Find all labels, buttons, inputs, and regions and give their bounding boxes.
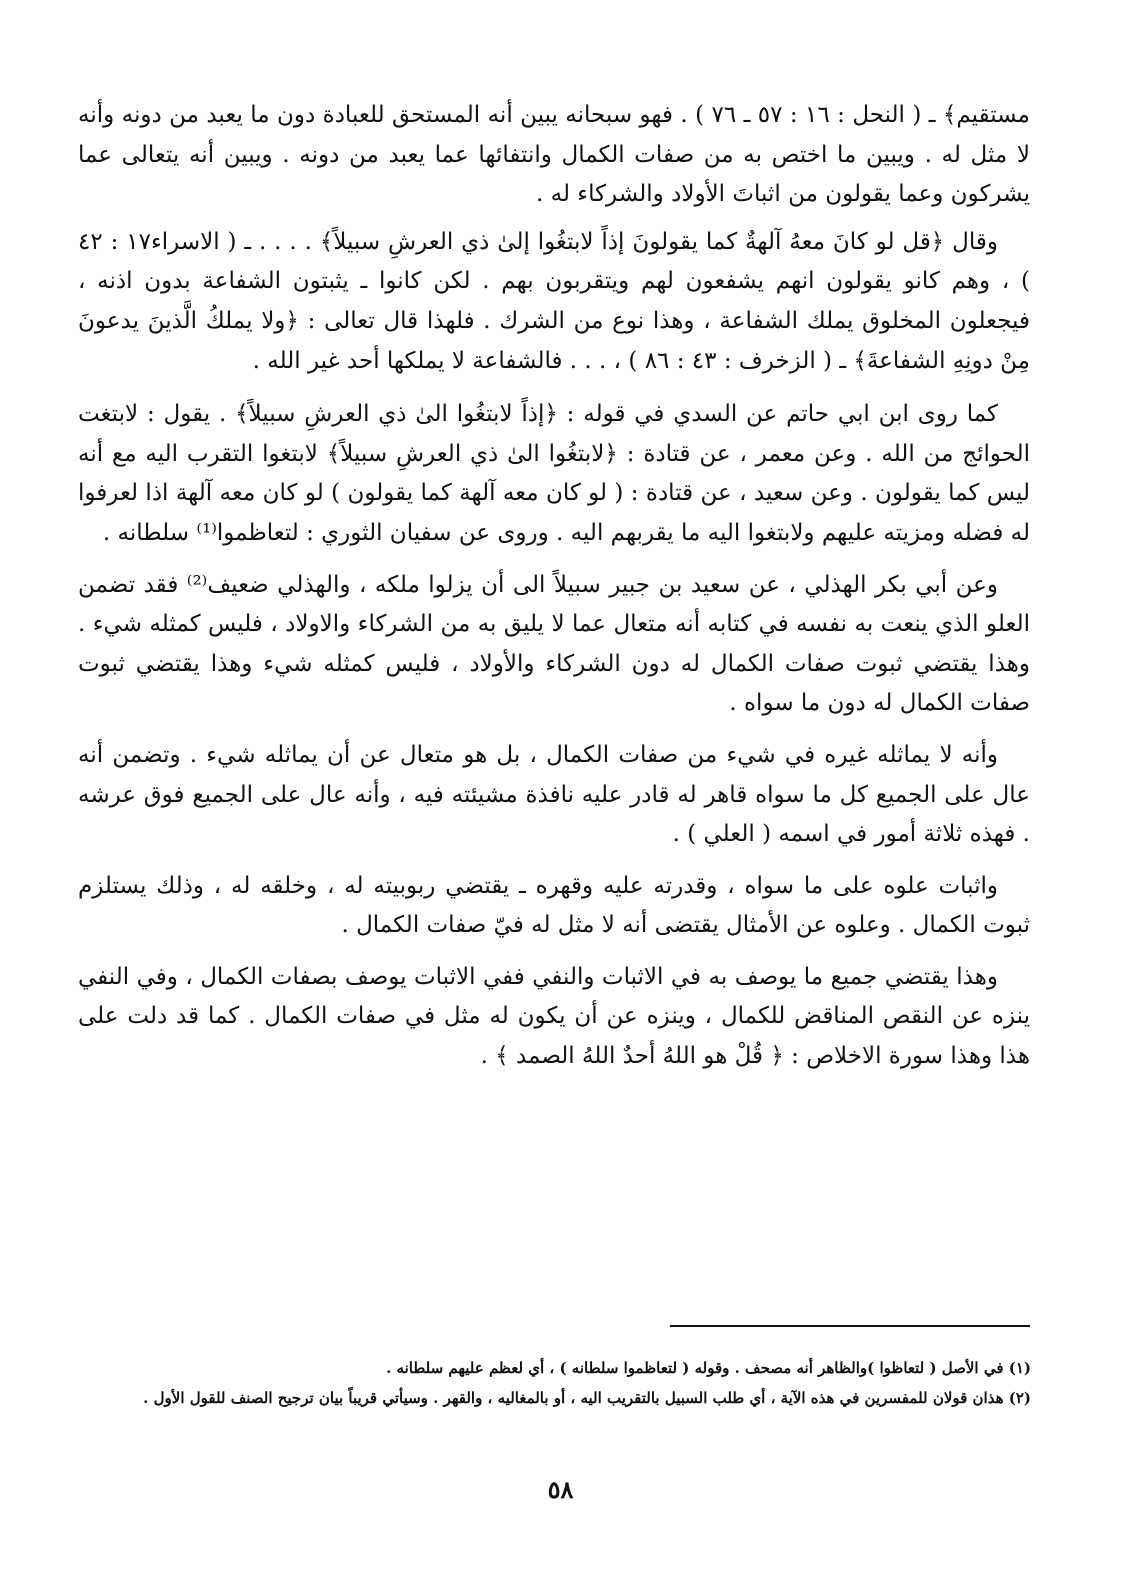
page-number: ٥٨ [547,1475,574,1504]
paragraph-2 [78,223,1030,381]
paragraph-6 [78,867,1030,946]
paragraph-4-text: وعن أبي بكر الهذلي ، عن سعيد بن جبير سبيلاً الى أن يزلوا ملكه ، والهذلي ضعيف⁽²⁾ فقد تضمن العلو الذي ينعت به نفسه في كتابه أنه متعال عما لا يليق به من الشركاء والاولاد ، فليس كمثله شيء . وهذا يقتضي ثبوت صفات الكمال له دون الشركاء والأولاد ، فليس كمثله شيء وهذا يقتضي ثبوت صفات الكمال له دون ما سواه . [78,571,1030,717]
footnote-2: (٢) هذان قولان للمفسرين في هذه الآية ، أي طلب السبيل بالتقريب اليه ، أو بالمغاليه ، والقهر . وسيأتي قريباً بيان ترجيح الصنف للقول الأول . [143,1389,1031,1407]
footnote-1: (١) في الأصل ( لتعاظوا )والظاهر أنه مصحف . وقوله ( لتعاظموا سلطانه ) ، أي لعظم عليهم سلطانه . [386,1359,1031,1377]
paragraph-3-text: كما روى ابن ابي حاتم عن السدي في قوله : ﴿إذاً لابتغُوا الىٰ ذي العرشِ سبيلاً﴾ . يقول : لابتغت الحوائج من الله . وعن معمر ، عن قتادة : ﴿لابتغُوا الىٰ ذي العرشِ سبيلاً﴾ لابتغوا التقرب اليه مع أنه ليس كما يقولون . وعن سعيد ، عن قتادة : ( لو كان معه آلهة كما يقولون ) لو كان معه آلهة اذا لعرفوا له فضله ومزيته عليهم ولابتغوا اليه ما يقربهم اليه . وروى عن سفيان الثوري : لتعاظموا⁽¹⁾ سلطانه . [78,401,1030,546]
page-body [78,96,1030,1077]
paragraph-7 [78,958,1030,1077]
paragraph-6-text: واثبات علوه على ما سواه ، وقدرته عليه وقهره ـ يقتضي ربوبيته له ، وخلقه له ، وذلك يستلزم ثبوت الكمال . وعلوه عن الأمثال يقتضى أنه لا مثل له فيّ صفات الكمال . [78,872,1030,939]
paragraph-5 [78,736,1030,855]
paragraph-7-text: وهذا يقتضي جميع ما يوصف به في الاثبات والنفي ففي الاثبات يوصف بصفات الكمال ، وفي النفي ينزه عن النقص المناقض للكمال ، وينزه عن أن يكون له مثل في صفات الكمال . كما قد دلت على هذا وهذا سورة الاخلاص : ﴿ قُلْ هو اللهُ أحدٌ اللهُ الصمد ﴾ . [78,963,1030,1070]
paragraph-3 [78,395,1030,553]
footnotes [82,1356,1031,1416]
paragraph-5-text: وأنه لا يماثله غيره في شيء من صفات الكمال ، بل هو متعال عن أن يماثله شيء . وتضمن أنه عال على الجميع كل ما سواه قاهر له قادر عليه نافذة مشيئته فيه ، وأنه عال على الجميع فوق عرشه . فهذه ثلاثة أمور في اسمه ( العلي ) . [78,741,1030,848]
paragraph-2-text: وقال ﴿قل لو كانَ معهُ آلهةٌ كما يقولونَ إذاً لابتغُوا إلىٰ ذي العرشِ سبيلاً﴾ . . . . ـ ( الاسراء١٧ : ٤٢ ) ، وهم كانو يقولون انهم يشفعون لهم ويتقربون بهم . لكن كانوا ـ يثبتون الشفاعة بدون اذنه ، فيجعلون المخلوق يملك الشفاعة ، وهذا نوع من الشرك . فلهذا قال تعالى : ﴿ولا يملكُ الَّذينَ يدعونَ مِنْ دونِهِ الشفاعةَ﴾ ـ ( الزخرف : ٤٣ : ٨٦ ) ، . . . فالشفاعة لا يملكها أحد غير الله . [78,228,1030,374]
paragraph-4 [78,566,1030,724]
footnote-separator [670,1325,1030,1327]
paragraph-1: مستقيم﴾ ـ ( النحل : ١٦ : ٥٧ ـ ٧٦ ) . فهو سبحانه يبين أنه المستحق للعبادة دون ما يعبد من دونه وأنه لا مثل له . ويبين ما اختص به من صفات الكمال وانتفائها عما يعبد من دونه . ويبين أنه يتعالى عما يشركون وعما يقولون من اثباتَ الأولاد والشركاء له . [78,102,1030,208]
